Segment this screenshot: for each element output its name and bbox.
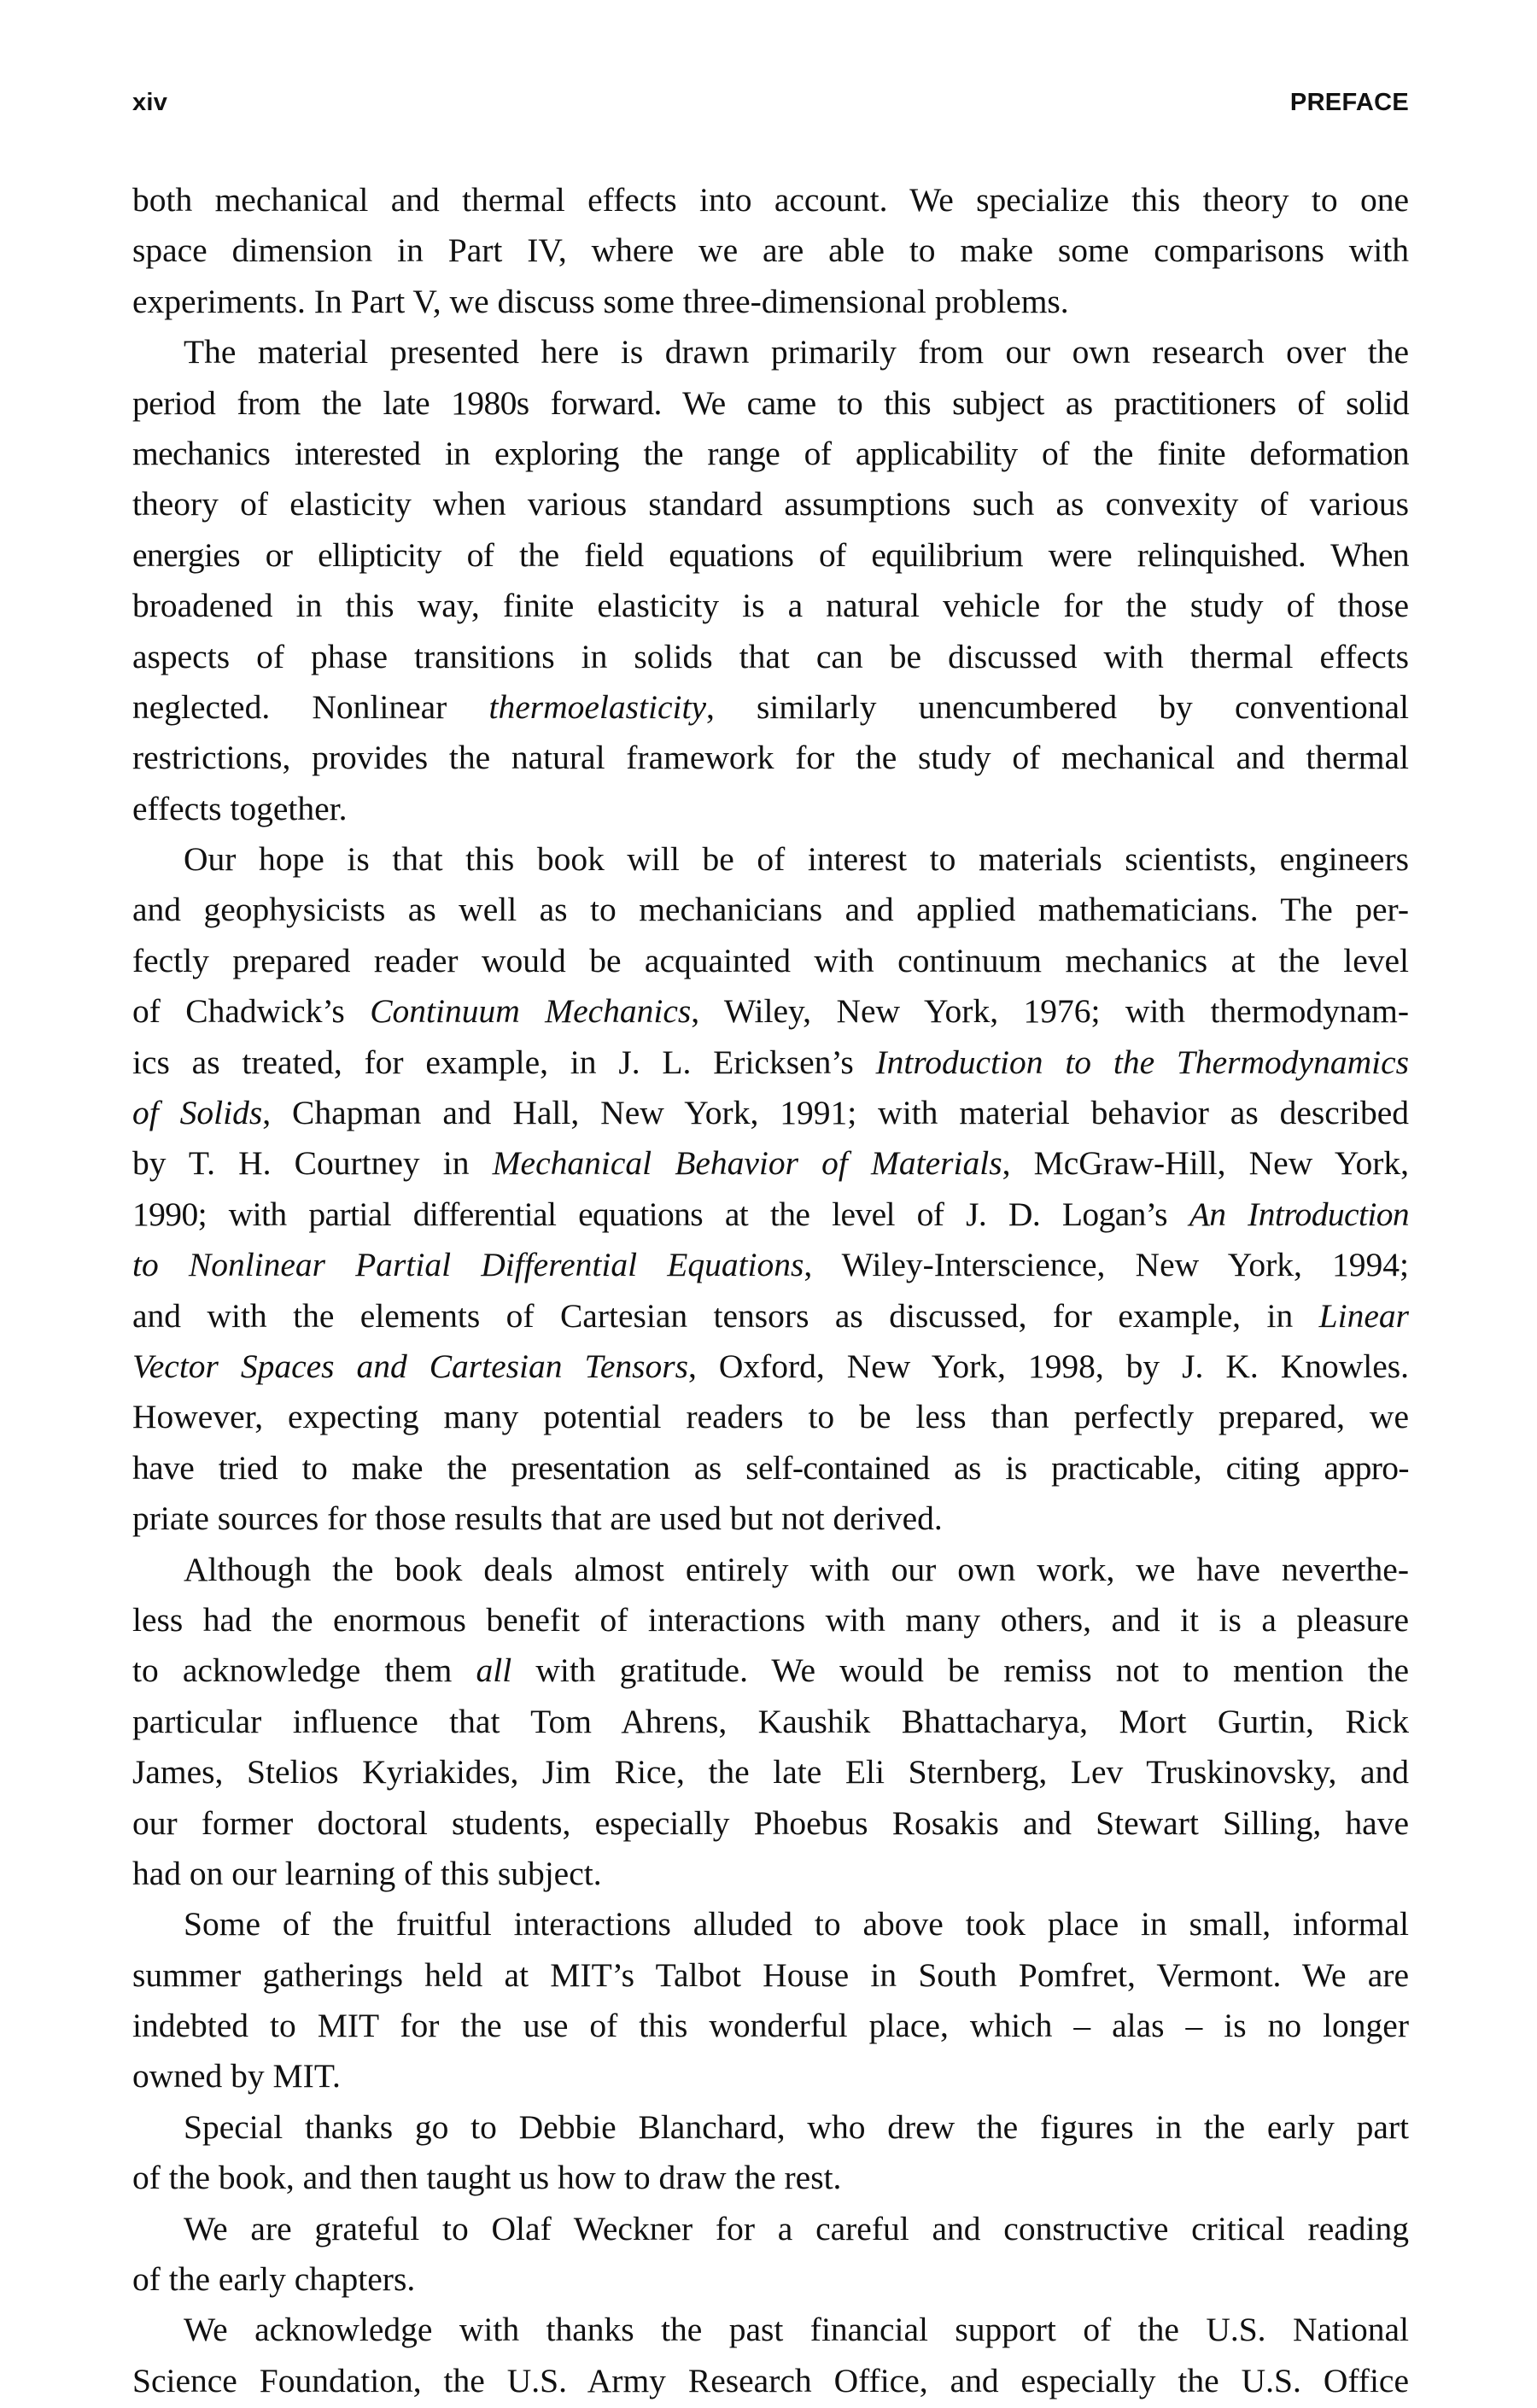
paragraph [132, 834, 1409, 1544]
text-line [132, 378, 1409, 429]
text-line [132, 2204, 1409, 2254]
text-run: , Wiley-Interscience, New York, 1994; [804, 1246, 1409, 1284]
text-run: had on our learning of this subject. [132, 1854, 602, 1892]
text-run: summer gatherings held at MIT’s Talbot House in South Pomfret, Vermont. We are [132, 1955, 1409, 1994]
text-line [132, 834, 1409, 885]
text-line [132, 1189, 1409, 1240]
text-run: less had the enormous benefit of interactions with many others, and it is a pleasure [132, 1600, 1409, 1639]
paragraph [132, 1545, 1409, 1900]
text-run: , McGraw-Hill, New York, [1002, 1144, 1409, 1183]
text-run: We are grateful to Olaf Weckner for a careful and constructive critical reading [184, 2209, 1409, 2247]
text-line [132, 327, 1409, 377]
text-run: theory of elasticity when various standard assumptions such as convexity of various [132, 485, 1409, 523]
text-line [132, 784, 1409, 834]
text-run: , Wiley, New York, 1976; with thermodynam- [691, 992, 1409, 1031]
italic-text: Vector Spaces and Cartesian Tensors [132, 1347, 688, 1385]
page-number: xiv [132, 89, 168, 116]
text-line [132, 1645, 1409, 1696]
text-line [132, 1291, 1409, 1341]
text-run: of the early chapters. [132, 2260, 416, 2299]
paragraph [132, 1899, 1409, 2102]
text-run: indebted to MIT for the use of this wonderful place, which – alas – is no longer [132, 2007, 1409, 2045]
text-run: our former doctoral students, especially Phoebus Rosakis and Stewart Silling, have [132, 1803, 1409, 1842]
text-run: ics as treated, for example, in J. L. Ericksen’s [132, 1043, 876, 1081]
italic-text: Introduction to the Thermodynamics [875, 1043, 1409, 1081]
text-run: by T. H. Courtney in [132, 1144, 493, 1183]
text-line [132, 2102, 1409, 2153]
text-line [132, 1443, 1409, 1493]
text-run: experiments. In Part V, we discuss some three-dimensional problems. [132, 282, 1069, 320]
text-line [132, 1849, 1409, 1899]
text-run: of the book, and then taught us how to draw the rest. [132, 2159, 842, 2197]
text-line [132, 1697, 1409, 1747]
italic-text: Mechanical Behavior of Materials [492, 1144, 1002, 1183]
text-line [132, 1392, 1409, 1442]
text-line [132, 1037, 1409, 1088]
text-line [132, 225, 1409, 276]
text-run: energies or ellipticity of the field equations of equilibrium were relinquished. When [132, 535, 1409, 574]
text-line [132, 1240, 1409, 1290]
text-line [132, 1545, 1409, 1595]
text-run: , similarly unencumbered by conventional [705, 687, 1409, 726]
text-line [132, 2356, 1409, 2406]
paragraph [132, 327, 1409, 834]
text-run: to acknowledge them [132, 1651, 476, 1690]
text-run: restrictions, provides the natural framework for the study of mechanical and thermal [132, 739, 1409, 777]
text-run: have tried to make the presentation as self-contained as is practicable, citing appro- [132, 1448, 1409, 1487]
italic-text: of Solids [132, 1094, 263, 1132]
text-run: priate sources for those results that are used but not derived. [132, 1499, 943, 1538]
text-run: However, expecting many potential readers to be less than perfectly prepared, we [132, 1398, 1409, 1436]
text-line [132, 1595, 1409, 1645]
text-run: Although the book deals almost entirely with our own work, we have neverthe- [184, 1550, 1409, 1588]
text-line [132, 1088, 1409, 1138]
text-run: aspects of phase transitions in solids that can be discussed with thermal effects [132, 637, 1409, 675]
text-line [132, 1798, 1409, 1849]
text-line [132, 581, 1409, 631]
text-run: and geophysicists as well as to mechanicians and applied mathematicians. The per- [132, 891, 1409, 929]
text-line [132, 530, 1409, 581]
text-run: neglected. Nonlinear [132, 687, 489, 726]
text-run: broadened in this way, finite elasticity is a natural vehicle for the study of those [132, 587, 1409, 625]
paragraph [132, 2204, 1409, 2306]
text-line [132, 885, 1409, 935]
text-run: Science Foundation, the U.S. Army Research Office, and especially the U.S. Office [132, 2361, 1409, 2399]
text-run: , Chapman and Hall, New York, 1991; with material behavior as described [262, 1094, 1409, 1132]
text-run: both mechanical and thermal effects into account. We specialize this theory to one [132, 181, 1409, 219]
text-run: The material presented here is drawn primarily from our own research over the [184, 333, 1409, 371]
text-run: period from the late 1980s forward. We came to this subject as practitioners of solid [132, 383, 1409, 422]
text-line [132, 632, 1409, 682]
text-run: owned by MIT. [132, 2057, 341, 2095]
text-line [132, 2254, 1409, 2305]
text-run: James, Stelios Kyriakides, Jim Rice, the late Eli Sternberg, Lev Truskinovsky, and [132, 1753, 1409, 1791]
text-line [132, 2001, 1409, 2051]
text-line [132, 936, 1409, 986]
text-line [132, 1950, 1409, 2001]
italic-text: all [476, 1651, 512, 1690]
text-run: Some of the fruitful interactions alluded to above took place in small, informal [184, 1905, 1409, 1943]
text-line [132, 175, 1409, 225]
text-run: of Chadwick’s [132, 992, 371, 1031]
text-run: 1990; with partial differential equations at the level of J. D. Logan’s [132, 1195, 1189, 1233]
text-run: particular influence that Tom Ahrens, Kaushik Bhattacharya, Mort Gurtin, Rick [132, 1702, 1409, 1740]
running-head [132, 89, 1409, 123]
running-title: PREFACE [1289, 89, 1409, 116]
text-run: We acknowledge with thanks the past financial support of the U.S. National [184, 2311, 1409, 2349]
italic-text: Linear [1318, 1296, 1409, 1335]
text-line [132, 1341, 1409, 1392]
text-run: and with the elements of Cartesian tensors as discussed, for example, in [132, 1296, 1319, 1335]
italic-text: to Nonlinear Partial Differential Equations [132, 1246, 804, 1284]
text-line [132, 277, 1409, 327]
text-line [132, 429, 1409, 479]
text-run: , Oxford, New York, 1998, by J. K. Knowles. [687, 1347, 1409, 1385]
text-run: effects together. [132, 789, 348, 827]
paragraph [132, 2305, 1409, 2406]
preface-body [132, 175, 1409, 2406]
text-line [132, 1747, 1409, 1797]
text-run: mechanics interested in exploring the range of applicability of the finite deformation [132, 434, 1409, 472]
text-run: with gratitude. We would be remiss not to mention the [511, 1651, 1409, 1690]
text-line [132, 682, 1409, 733]
text-line [132, 986, 1409, 1037]
text-run: Special thanks go to Debbie Blanchard, who drew the figures in the early part [184, 2107, 1409, 2146]
italic-text: thermoelasticity [488, 687, 706, 726]
text-line [132, 1899, 1409, 1949]
text-line [132, 2305, 1409, 2355]
text-run: fectly prepared reader would be acquainted with continuum mechanics at the level [132, 941, 1409, 979]
text-line [132, 733, 1409, 783]
text-line [132, 2153, 1409, 2203]
text-line [132, 2051, 1409, 2101]
italic-text: An Introduction [1189, 1195, 1409, 1233]
italic-text: Continuum Mechanics [370, 992, 692, 1031]
text-run: space dimension in Part IV, where we are able to make some comparisons with [132, 231, 1409, 270]
paragraph [132, 175, 1409, 327]
text-line [132, 1493, 1409, 1544]
text-line [132, 479, 1409, 529]
text-run: Our hope is that this book will be of interest to materials scientists, engineers [184, 840, 1409, 879]
paragraph [132, 2102, 1409, 2204]
text-line [132, 1138, 1409, 1189]
